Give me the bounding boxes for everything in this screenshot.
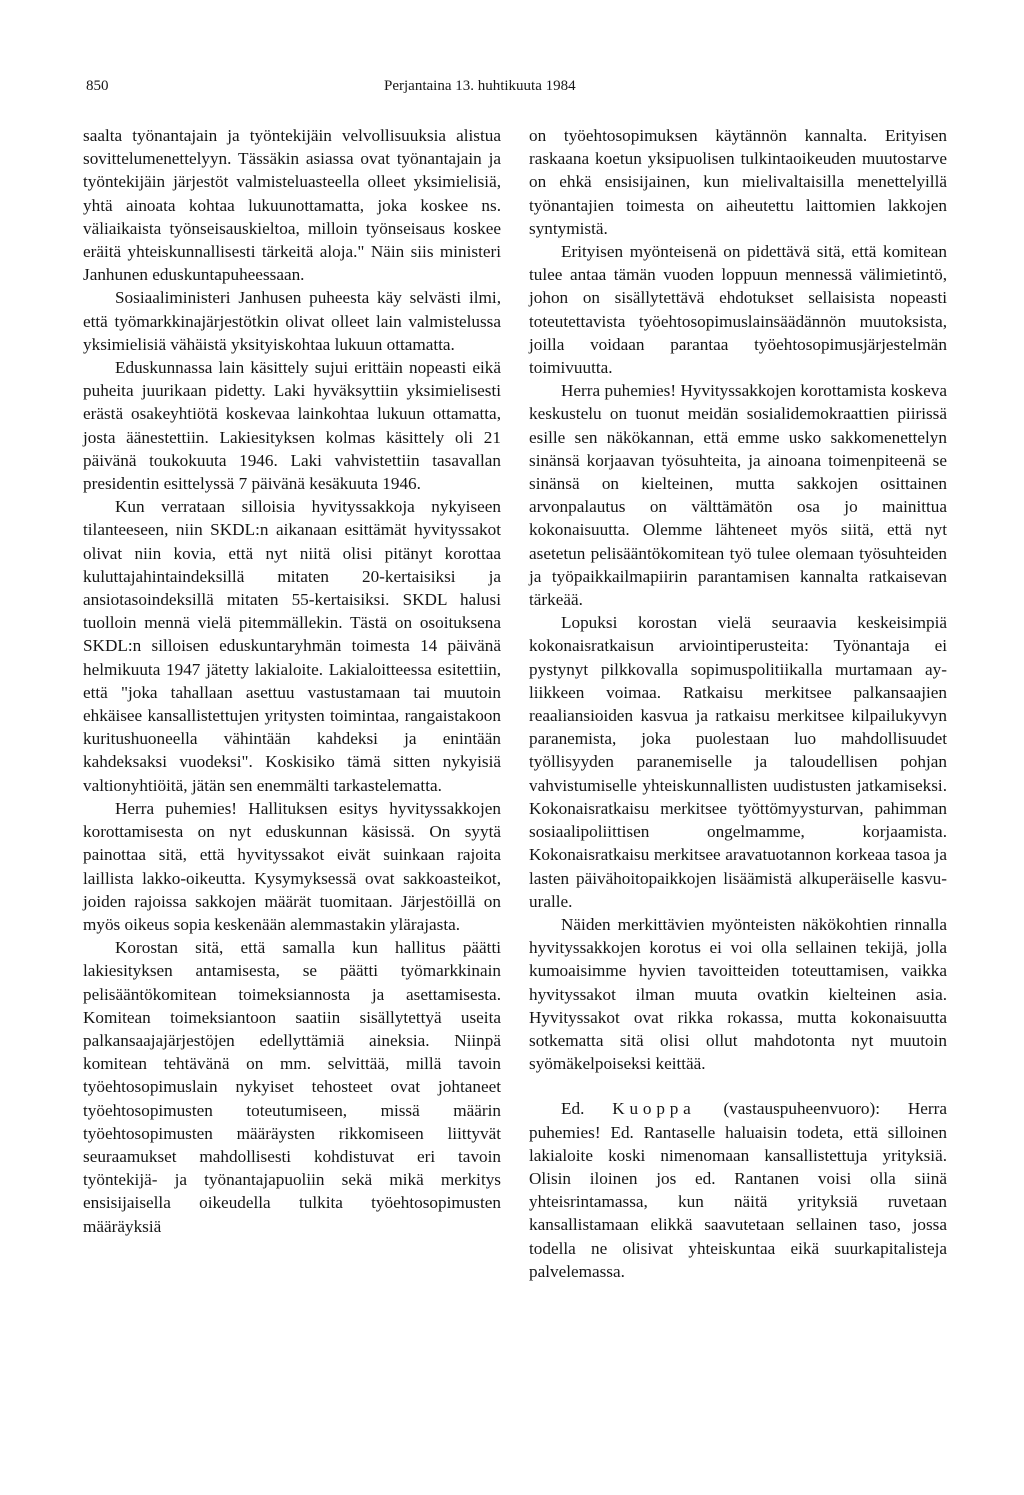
speech-text: (vastauspuheenvuoro): Herra puhemies! Ed. Rantaselle haluaisin todeta, että silloinen lakialoite koski nimenomaan kansallistettuja yrityksiä. Olisin iloinen jos ed. Rantanen voisi olla siinä yhteisrintamassa, kun näitä yrityksiä ruvetaan kansallistamaan elikkä saavutetaan sellainen taso, jossa todella ne olisivat yhteiskuntaa eikä suurkapitalisteja palvelemassa. bbox=[529, 1099, 947, 1281]
paragraph: Sosiaaliministeri Janhusen puheesta käy selvästi ilmi, että työmarkkinajärjestötkin olivat olleet lain valmistelussa yksimielisiä vähäistä yksityiskohtaa lukuun ottamatta. bbox=[83, 288, 501, 354]
speech-prefix: Ed. bbox=[561, 1099, 613, 1119]
speaker-name: Kuoppa bbox=[612, 1099, 696, 1119]
paragraph: Erityisen myönteisenä on pidettävä sitä, että komitean tulee antaa tämän vuoden loppuun mennessä välimietintö, johon on sisällytettävä ehdotukset sellaisista nopeasti toteutettavista työehtosopimuslainsäädännön muutoksista, joilla voidaan parantaa työehtosopimusjärjestelmän toimivuutta. bbox=[529, 242, 947, 378]
left-column bbox=[83, 124, 501, 1238]
paragraph: Herra puhemies! Hyvityssakkojen korottamista koskeva keskustelu on tuonut meidän sosialidemokraattien piirissä esille sen näkökannan, että emme usko sakkomenettelyn sinänsä korjaavan työsuhteita, ja ainoana toimenpiteenä se sinänsä on kielteinen, mutta sakkojen osittainen arvonpalautus on välttämätön osa jo mainittua kokonaisuutta. Olemme lähteneet myös siitä, että nyt asetetun pelisääntökomitean työ tulee olemaan työsuhteiden ja työpaikkailmapiirin parantamisen kannalta ratkaisevan tärkeää. bbox=[529, 381, 947, 610]
paragraph: saalta työnantajain ja työntekijäin velvollisuuksia alistua sovittelumenettelyyn. Tässäkin asiassa ovat työnantajain ja työntekijäin järjestöt valmisteluasteella olleet yksimielisiä, yhtä ainoata kohtaa lukuunottamatta, joka koskee ns. väliaikaista työnseisauskieltoa, milloin työnseisaus koskee eräitä yhteiskunnallisesti tärkeitä aloja." Näin siis ministeri Janhunen eduskuntapuheessaan. bbox=[83, 126, 501, 285]
right-column bbox=[529, 124, 947, 1283]
paragraph: Näiden merkittävien myönteisten näkökohtien rinnalla hyvityssakkojen korotus ei voi olla sellainen tekijä, jolla kumoaisimme hyvien tavoitteiden toteuttamisen, vaikka hyvityssakot ilman muuta ovatkin kielteinen asia. Hyvityssakot ovat rikka rokassa, mutta kokonaisuutta sotkematta sitä olisi ollut mahdotonta nyt muutoin syömäkelpoiseksi keittää. bbox=[529, 914, 947, 1074]
paragraph: Herra puhemies! Hallituksen esitys hyvityssakkojen korottamisesta on nyt eduskunnan käsissä. On syytä painottaa sitä, että hyvityssakot eivät suinkaan rajoita laillista lakko-oikeutta. Kysymyksessä ovat sakkoasteikot, joiden rajoissa sakkojen määrät tuomitaan. Järjestöillä on myös oikeus sopia keskenään alemmastakin ylärajasta. bbox=[83, 798, 501, 934]
session-date: Perjantaina 13. huhtikuuta 1984 bbox=[384, 78, 576, 94]
page-number: 850 bbox=[86, 78, 109, 94]
speech-paragraph bbox=[529, 1097, 947, 1283]
paragraph: Korostan sitä, että samalla kun hallitus päätti lakiesityksen antamisesta, se päätti työmarkkinain pelisääntökomitean toimeksiannosta ja asettamisesta. Komitean toimeksiantoon saatiin sisällytettyä useita palkansaajajärjestöjen edellyttämiä aineksia. Niinpä komitean tehtävänä on mm. selvittää, millä tavoin työehtosopimuslain nykyiset tehosteet ovat johtaneet työehtosopimusten toteutumiseen, missä määrin työehtosopimusten määräysten rikkomiseen liittyvät seuraamukset mahdollisesti kohdistuvat eri tavoin työntekijä- ja työnantajapuoliin sekä mikä merkitys ensisijaisella oikeudella tulkita työehtosopimusten määräyksiä bbox=[83, 938, 501, 1236]
paragraph: on työehtosopimuksen käytännön kannalta. Erityisen raskaana koetun yksipuolisen tulkintaoikeuden muutostarve on ehkä ensisijainen, kun mielivaltaisilla menettelyillä työnantajien toimesta on aiheutettu laittomien lakkojen syntymistä. bbox=[529, 126, 947, 238]
paragraph: Eduskunnassa lain käsittely sujui erittäin nopeasti eikä puheita juurikaan pidetty. Laki hyväksyttiin yksimielisesti erästä osakeyhtiötä koskevaa lainkohtaa lukuun ottamatta, josta äänestettiin. Lakiesityksen kolmas käsittely oli 21 päivänä toukokuuta 1946. Laki vahvistettiin tasavallan presidentin esittelyssä 7 päivänä kesäkuuta 1946. bbox=[83, 358, 501, 494]
paragraph: Lopuksi korostan vielä seuraavia keskeisimpiä kokonaisratkaisun arviointiperusteita: Työnantaja ei pystynyt pilkkovalla sopimuspolitiikalla murtamaan ay-liikkeen voimaa. Ratkaisu merkitsee palkansaajien reaaliansioiden kasvua ja ratkaisu merkitsee kilpailukyvyn paranemista, joka puolestaan luo mahdollisuudet työllisyyden paranemiselle ja taloudellisen pohjan vahvistumiselle yhteiskunnallisten uudistusten jatkamiseksi. Kokonaisratkaisu merkitsee työttömyysturvan, pahimman sosiaalipoliittisen ongelmamme, korjaamista. Kokonaisratkaisu merkitsee aravatuotannon korkeaa tasoa ja lasten päivähoitopaikkojen lisäämistä alkuperäiselle kasvu-uralle. bbox=[529, 613, 947, 911]
paragraph: Kun verrataan silloisia hyvityssakkoja nykyiseen tilanteeseen, niin SKDL:n aikanaan esittämät hyvityssakot olivat niin kovia, että nyt niitä olisi pitänyt korottaa kuluttajahintaindeksillä mitaten 20-kertaisiksi ja ansiotasoindeksillä mitaten 55-kertaisiksi. SKDL halusi tuolloin mennä vielä pitemmällekin. Tästä on osoituksena SKDL:n silloisen eduskuntaryhmän toimesta 14 päivänä helmikuuta 1947 jätetty lakialoite. Lakialoitteessa esitettiin, että "joka tahallaan asettuu vastustamaan tai muutoin ehkäisee kansallistettujen yritysten toimintaa, rangaistakoon kuritushuoneella vähintään kahdeksi ja enintään kahdeksaksi vuodeksi". Koskisiko tämä sitten nykyisiä valtionyhtiöitä, jätän sen enemmälti tarkastelematta. bbox=[83, 497, 501, 795]
